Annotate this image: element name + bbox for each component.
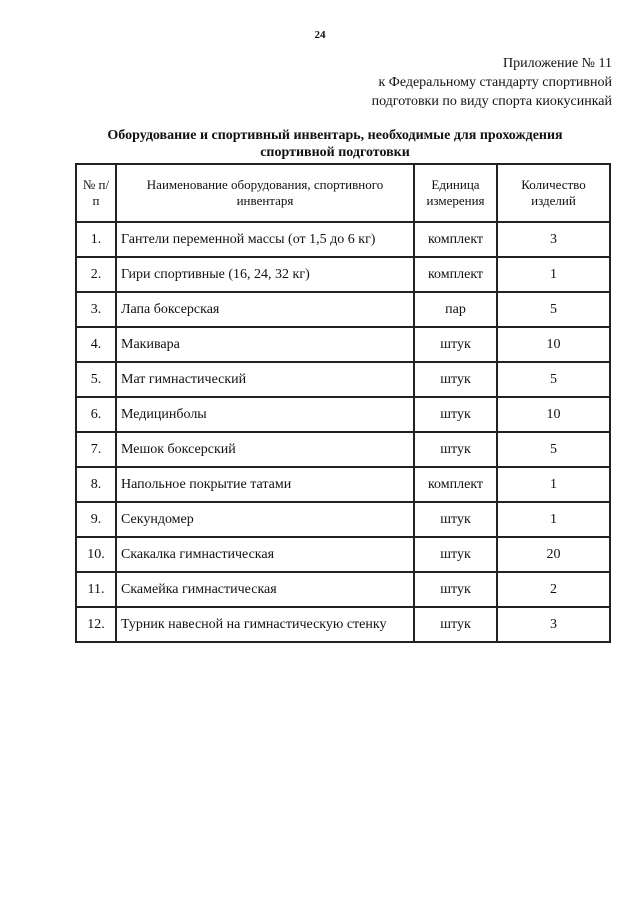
row-unit: штук bbox=[414, 502, 497, 537]
row-name: Турник навесной на гимнастическую стенку bbox=[116, 607, 414, 642]
row-name: Медицинболы bbox=[116, 397, 414, 432]
appendix-sport: подготовки по виду спорта киокусинкай bbox=[371, 94, 612, 109]
row-name: Лапа боксерская bbox=[116, 292, 414, 327]
row-unit: штук bbox=[414, 607, 497, 642]
row-number: 10. bbox=[76, 537, 116, 572]
row-quantity: 5 bbox=[497, 292, 610, 327]
row-quantity: 1 bbox=[497, 502, 610, 537]
table-row bbox=[76, 502, 610, 537]
appendix-standard: к Федеральному стандарту спортивной bbox=[378, 75, 612, 90]
row-quantity: 2 bbox=[497, 572, 610, 607]
row-quantity: 3 bbox=[497, 222, 610, 257]
row-unit: штук bbox=[414, 397, 497, 432]
row-number: 6. bbox=[76, 397, 116, 432]
row-quantity: 20 bbox=[497, 537, 610, 572]
row-quantity: 3 bbox=[497, 607, 610, 642]
table-row bbox=[76, 572, 610, 607]
title-line-2: спортивной подготовки bbox=[260, 145, 410, 160]
row-name: Мешок боксерский bbox=[116, 432, 414, 467]
row-number: 2. bbox=[76, 257, 116, 292]
row-name: Секундомер bbox=[116, 502, 414, 537]
row-quantity: 5 bbox=[497, 432, 610, 467]
row-unit: штук bbox=[414, 327, 497, 362]
row-number: 9. bbox=[76, 502, 116, 537]
table-row bbox=[76, 222, 610, 257]
table-header-row bbox=[76, 164, 610, 222]
table-row bbox=[76, 607, 610, 642]
table-row bbox=[76, 292, 610, 327]
row-name: Мат гимнастический bbox=[116, 362, 414, 397]
row-unit: штук bbox=[414, 537, 497, 572]
row-unit: комплект bbox=[414, 257, 497, 292]
row-quantity: 1 bbox=[497, 257, 610, 292]
row-quantity: 10 bbox=[497, 327, 610, 362]
row-name: Гантели переменной массы (от 1,5 до 6 кг) bbox=[116, 222, 414, 257]
table-row bbox=[76, 327, 610, 362]
row-quantity: 1 bbox=[497, 467, 610, 502]
table-row bbox=[76, 537, 610, 572]
header-quantity: Количество изделий bbox=[497, 164, 610, 222]
row-number: 5. bbox=[76, 362, 116, 397]
page-number: 24 bbox=[314, 29, 326, 41]
header-unit: Единица измерения bbox=[414, 164, 497, 222]
header-name: Наименование оборудования, спортивного инвентаря bbox=[116, 164, 414, 222]
appendix-number: Приложение № 11 bbox=[503, 56, 612, 71]
row-name: Напольное покрытие татами bbox=[116, 467, 414, 502]
row-unit: комплект bbox=[414, 467, 497, 502]
row-name: Гири спортивные (16, 24, 32 кг) bbox=[116, 257, 414, 292]
row-number: 1. bbox=[76, 222, 116, 257]
row-name: Макивара bbox=[116, 327, 414, 362]
row-unit: штук bbox=[414, 432, 497, 467]
row-number: 11. bbox=[76, 572, 116, 607]
document-title bbox=[60, 127, 610, 161]
row-unit: пар bbox=[414, 292, 497, 327]
row-number: 7. bbox=[76, 432, 116, 467]
row-name: Скакалка гимнастическая bbox=[116, 537, 414, 572]
row-unit: комплект bbox=[414, 222, 497, 257]
table-row bbox=[76, 257, 610, 292]
table-row bbox=[76, 362, 610, 397]
header-number: № п/п bbox=[76, 164, 116, 222]
equipment-table bbox=[75, 163, 611, 643]
row-number: 4. bbox=[76, 327, 116, 362]
table-row bbox=[76, 397, 610, 432]
row-quantity: 10 bbox=[497, 397, 610, 432]
appendix-header bbox=[372, 54, 612, 111]
row-number: 8. bbox=[76, 467, 116, 502]
table-row bbox=[76, 432, 610, 467]
row-quantity: 5 bbox=[497, 362, 610, 397]
row-number: 3. bbox=[76, 292, 116, 327]
table-row bbox=[76, 467, 610, 502]
row-unit: штук bbox=[414, 572, 497, 607]
row-unit: штук bbox=[414, 362, 497, 397]
row-number: 12. bbox=[76, 607, 116, 642]
title-line-1: Оборудование и спортивный инвентарь, необходимые для прохождения bbox=[107, 128, 563, 143]
row-name: Скамейка гимнастическая bbox=[116, 572, 414, 607]
